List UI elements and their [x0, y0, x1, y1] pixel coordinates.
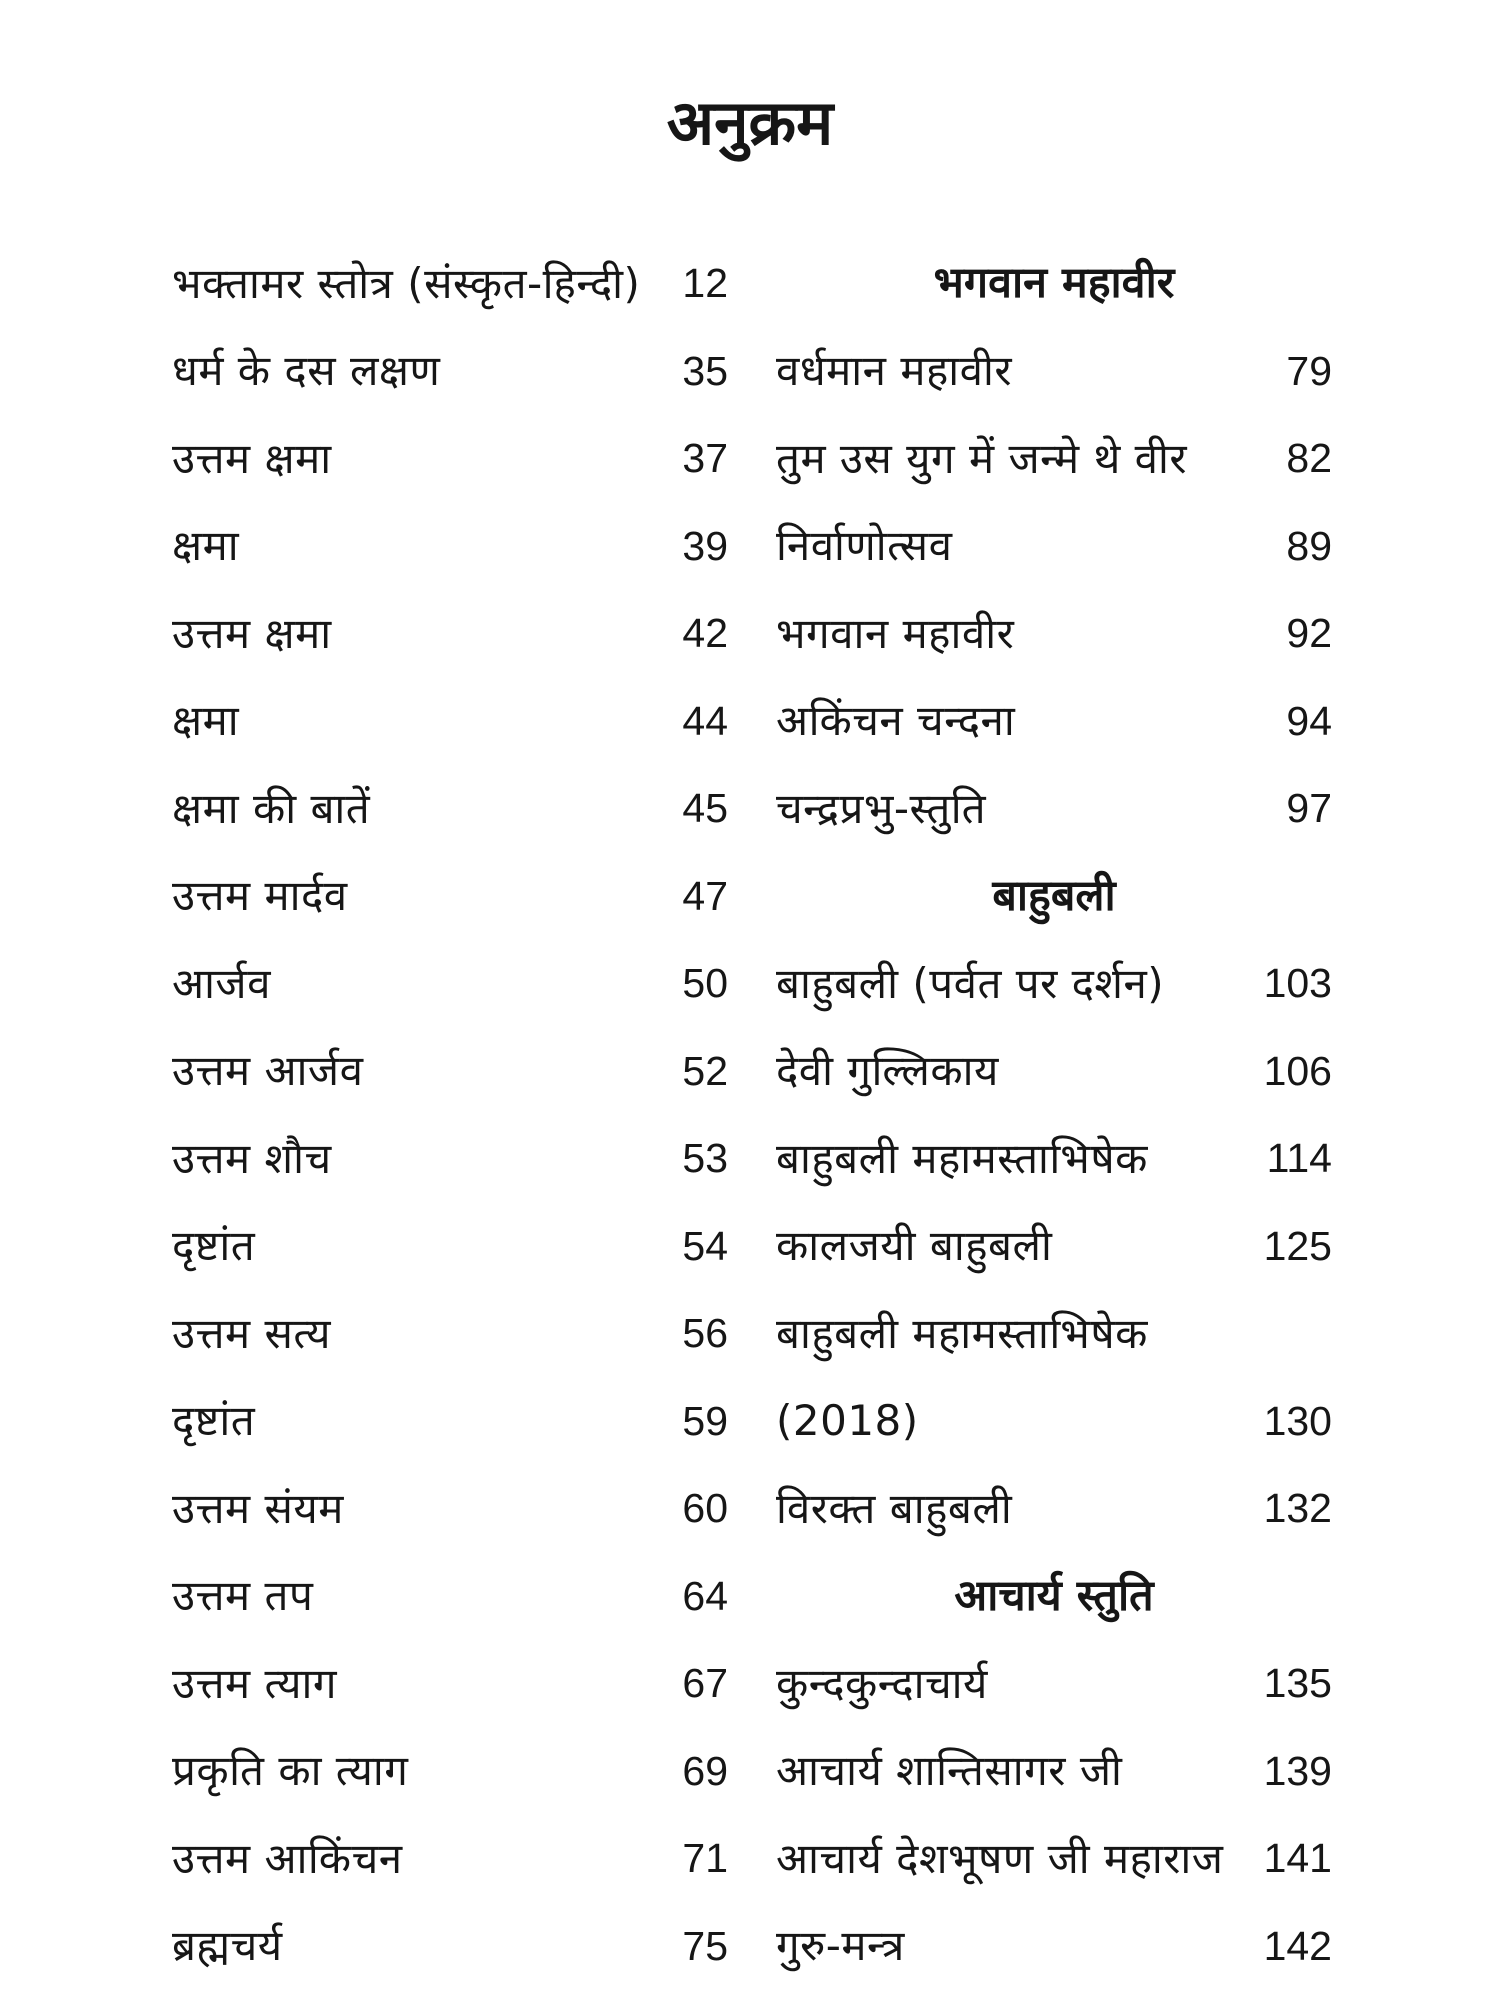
- toc-entry[interactable]: [776, 1815, 1332, 1903]
- entry-title: वर्धमान महावीर: [776, 346, 1013, 396]
- toc-entry[interactable]: [172, 1815, 728, 1903]
- entry-page-number: 56: [682, 1310, 728, 1357]
- entry-page-number: 67: [682, 1660, 728, 1707]
- entry-title: क्षमा की बातें: [172, 783, 371, 833]
- toc-entry[interactable]: [172, 1203, 728, 1291]
- entry-title: विरक्त बाहुबली: [776, 1483, 1013, 1533]
- entry-title: दृष्टांत: [172, 1221, 256, 1271]
- entry-page-number: 52: [682, 1047, 728, 1094]
- toc-entry[interactable]: [172, 1290, 728, 1378]
- toc-entry[interactable]: [172, 328, 728, 416]
- entry-title: देवी गुल्लिकाय: [776, 1046, 999, 1096]
- entry-title: गुरु-मन्त्र: [776, 1921, 905, 1971]
- entry-page-number: 53: [682, 1135, 728, 1182]
- entry-page-number: 79: [1286, 347, 1332, 394]
- toc-entry[interactable]: [776, 1640, 1332, 1728]
- toc-entry[interactable]: [172, 1378, 728, 1466]
- entry-title: आचार्य शान्तिसागर जी: [776, 1746, 1123, 1796]
- toc-entry[interactable]: [776, 415, 1332, 503]
- toc-right-column: [776, 240, 1332, 1990]
- entry-title: आचार्य देशभूषण जी महाराज: [776, 1833, 1224, 1883]
- entry-title: बाहुबली महामस्ताभिषेक: [776, 1308, 1148, 1358]
- entry-page-number: 103: [1263, 960, 1332, 1007]
- toc-entry[interactable]: [776, 328, 1332, 416]
- entry-page-number: 12: [682, 260, 728, 307]
- toc-entry[interactable]: [172, 415, 728, 503]
- toc-entry[interactable]: [172, 1115, 728, 1203]
- entry-page-number: 71: [682, 1835, 728, 1882]
- entry-title: दृष्टांत: [172, 1396, 256, 1446]
- entry-page-number: 60: [682, 1485, 728, 1532]
- toc-entry[interactable]: [172, 1028, 728, 1116]
- entry-title: भगवान महावीर: [776, 608, 1015, 658]
- entry-page-number: 94: [1286, 697, 1332, 744]
- toc-entry[interactable]: [172, 1728, 728, 1816]
- entry-title: उत्तम त्याग: [172, 1658, 338, 1708]
- entry-page-number: 125: [1263, 1222, 1332, 1269]
- toc-entry[interactable]: [776, 1290, 1332, 1378]
- entry-title: ब्रह्मचर्य: [172, 1921, 283, 1971]
- entry-title: उत्तम क्षमा: [172, 433, 332, 483]
- entry-title: उत्तम आकिंचन: [172, 1833, 403, 1883]
- section-heading: भगवान महावीर: [933, 258, 1175, 309]
- entry-page-number: 44: [682, 697, 728, 744]
- toc-entry[interactable]: [776, 590, 1332, 678]
- entry-title: आर्जव: [172, 958, 271, 1008]
- entry-page-number: 142: [1263, 1922, 1332, 1969]
- entry-title: चन्द्रप्रभु-स्तुति: [776, 783, 987, 833]
- entry-title: उत्तम शौच: [172, 1133, 332, 1183]
- entry-title: तुम उस युग में जन्मे थे वीर: [776, 433, 1188, 483]
- page-title: अनुक्रम: [666, 86, 834, 159]
- entry-page-number: 82: [1286, 435, 1332, 482]
- entry-page-number: 141: [1263, 1835, 1332, 1882]
- entry-page-number: 89: [1286, 522, 1332, 569]
- entry-title: कुन्दकुन्दाचार्य: [776, 1658, 988, 1708]
- toc-entry[interactable]: [776, 678, 1332, 766]
- entry-title: कालजयी बाहुबली: [776, 1221, 1053, 1271]
- entry-title: उत्तम सत्य: [172, 1308, 331, 1358]
- entry-page-number: 45: [682, 785, 728, 832]
- toc-entry[interactable]: [776, 940, 1332, 1028]
- entry-title: प्रकृति का त्याग: [172, 1746, 409, 1796]
- entry-title: बाहुबली महामस्ताभिषेक: [776, 1133, 1148, 1183]
- entry-page-number: 59: [682, 1397, 728, 1444]
- entry-title: उत्तम संयम: [172, 1483, 344, 1533]
- section-heading: बाहुबली: [992, 870, 1116, 921]
- toc-entry[interactable]: [776, 1203, 1332, 1291]
- entry-page-number: 139: [1263, 1747, 1332, 1794]
- toc-entry[interactable]: [172, 1465, 728, 1553]
- entry-page-number: 37: [682, 435, 728, 482]
- entry-title: निर्वाणोत्सव: [776, 521, 953, 571]
- toc-entry[interactable]: [776, 503, 1332, 591]
- entry-title: उत्तम मार्दव: [172, 871, 348, 921]
- entry-page-number: 35: [682, 347, 728, 394]
- toc-entry[interactable]: [776, 1728, 1332, 1816]
- entry-page-number: 75: [682, 1922, 728, 1969]
- entry-page-number: 50: [682, 960, 728, 1007]
- toc-entry[interactable]: [776, 1028, 1332, 1116]
- toc-entry[interactable]: [172, 940, 728, 1028]
- entry-page-number: 54: [682, 1222, 728, 1269]
- entry-title: क्षमा: [172, 696, 240, 746]
- toc-entry[interactable]: [172, 678, 728, 766]
- toc-entry[interactable]: [172, 590, 728, 678]
- entry-title: क्षमा: [172, 521, 240, 571]
- entry-title: धर्म के दस लक्षण: [172, 346, 441, 396]
- toc-entry[interactable]: [172, 1553, 728, 1641]
- toc-entry[interactable]: [776, 765, 1332, 853]
- entry-title: उत्तम क्षमा: [172, 608, 332, 658]
- entry-title: भक्तामर स्तोत्र (संस्कृत-हिन्दी): [172, 258, 641, 308]
- entry-title: उत्तम तप: [172, 1571, 314, 1621]
- toc-entry[interactable]: [172, 503, 728, 591]
- toc-entry[interactable]: [776, 1465, 1332, 1553]
- toc-entry[interactable]: [172, 1640, 728, 1728]
- entry-page-number: 47: [682, 872, 728, 919]
- toc-entry[interactable]: [172, 240, 728, 328]
- entry-page-number: 130: [1263, 1397, 1332, 1444]
- entry-page-number: 64: [682, 1572, 728, 1619]
- entry-title: अकिंचन चन्दना: [776, 696, 1016, 746]
- entry-page-number: 69: [682, 1747, 728, 1794]
- toc-entry[interactable]: [172, 765, 728, 853]
- entry-page-number: 39: [682, 522, 728, 569]
- entry-page-number: 92: [1286, 610, 1332, 657]
- entry-page-number: 135: [1263, 1660, 1332, 1707]
- toc-entry[interactable]: [776, 1903, 1332, 1991]
- entry-page-number: 106: [1263, 1047, 1332, 1094]
- section-heading: आचार्य स्तुति: [954, 1570, 1154, 1621]
- toc-entry[interactable]: [776, 1115, 1332, 1203]
- toc-entry[interactable]: [776, 1378, 1332, 1466]
- entry-page-number: 114: [1266, 1135, 1332, 1182]
- entry-page-number: 42: [682, 610, 728, 657]
- entry-page-number: 97: [1286, 785, 1332, 832]
- entry-title: (2018): [776, 1396, 919, 1446]
- entry-page-number: 132: [1263, 1485, 1332, 1532]
- entry-title: बाहुबली (पर्वत पर दर्शन): [776, 958, 1165, 1008]
- toc-entry[interactable]: [172, 853, 728, 941]
- toc-left-column: [172, 240, 728, 1990]
- entry-title: उत्तम आर्जव: [172, 1046, 364, 1096]
- toc-entry[interactable]: [172, 1903, 728, 1991]
